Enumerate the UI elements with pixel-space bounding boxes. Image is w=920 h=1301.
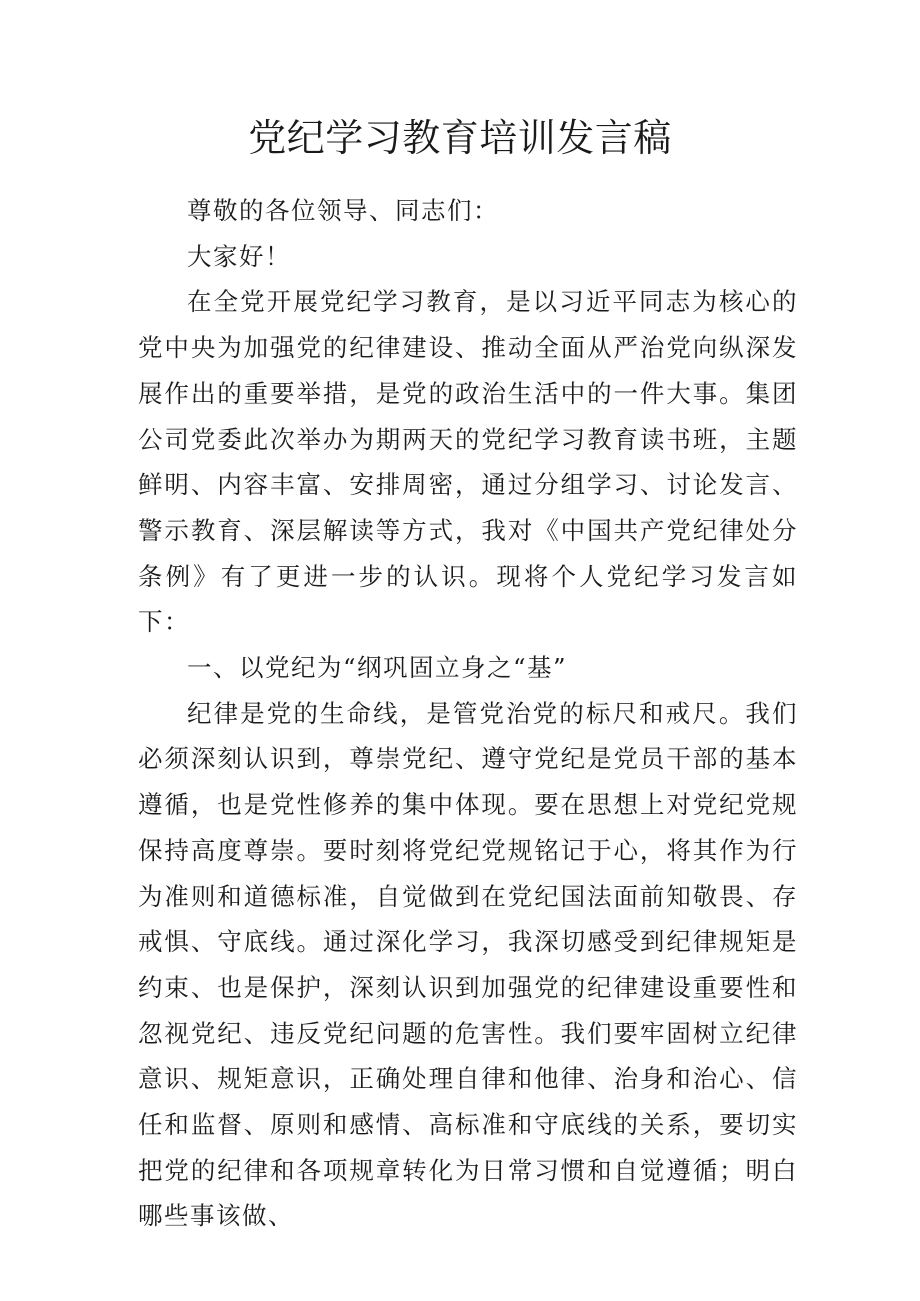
section-heading: 一、以党纪为“纲巩固立身之“基” — [187, 653, 568, 683]
salutation: 尊敬的各位领导、同志们： — [187, 196, 499, 225]
document-body — [138, 188, 798, 1239]
document-title: 党纪学习教育培训发言稿 — [248, 116, 672, 160]
body-paragraph: 纪律是党的生命线，是管党治党的标尺和戒尺。我们必须深刻认识到，尊崇党纪、遵守党纪是党员干部的基本遵循，也是党性修养的集中体现。要在思想上对党纪党规保持高度尊崇。要时刻将党纪党规铭记于心，将其作为行为准则和道德标准，自觉做到在党纪国法面前知敬畏、存戒惧、守底线。通过深化学习，我深切感受到纪律规矩是约束、也是保护，深刻认识到加强党的纪律建设重要性和忽视党纪、违反党纪问题的危害性。我们要牢固树立纪律意识、规矩意识，正确处理自律和他律、治身和治心、信任和监督、原则和感情、高标准和守底线的关系，要切实把党的纪律和各项规章转化为日常习惯和自觉遵循；明白哪些事该做、 — [138, 698, 798, 1231]
greeting: 大家好！ — [187, 241, 291, 271]
intro-paragraph: 在全党开展党纪学习教育，是以习近平同志为核心的党中央为加强党的纪律建设、推动全面从严治党向纵深发展作出的重要举措，是党的政治生活中的一件大事。集团公司党委此次举办为期两天的党纪学习教育读书班，主题鲜明、内容丰富、安排周密，通过分组学习、讨论发言、警示教育、深层解读等方式，我对《中国共产党纪律处分条例》有了更进一步的认识。现将个人党纪学习发言如下： — [138, 287, 798, 637]
